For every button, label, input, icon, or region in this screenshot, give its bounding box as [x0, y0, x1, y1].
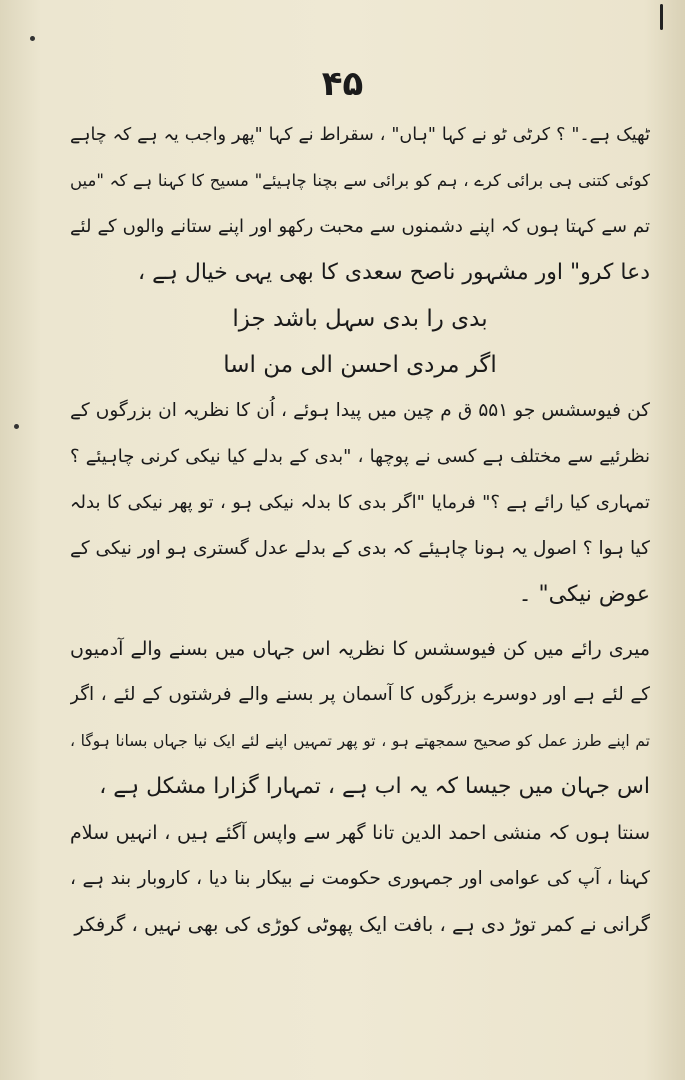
page-number: ۴۵: [321, 64, 364, 104]
text-line: کیا ہوا ؟ اصول یہ ہونا چاہیئے کہ بدی کے بدلے عدل گستری ہو اور نیکی کے: [70, 538, 650, 559]
text-line: تم سے کہتا ہوں کہ اپنے دشمنوں سے محبت رکھو اور اپنے ستانے والوں کے لئے: [70, 216, 650, 237]
text-line: تمہاری کیا رائے ہے ؟" فرمایا "اگر بدی کا بدلہ نیکی ہو ، تو پھر نیکی کا بدلہ: [70, 492, 650, 513]
ink-speck: [30, 36, 35, 41]
verse-line: اگر مردی احسن الی من اسا: [223, 352, 497, 378]
text-line: تم اپنے طرز عمل کو صحیح سمجھتے ہو ، تو پھر تمہیں اپنے لئے ایک نیا جہاں بسانا ہوگا ،: [70, 732, 650, 750]
text-line: عوض نیکی" ۔: [518, 582, 650, 607]
text-line: میری رائے میں کن فیوسشس کا نظریہ اس جہاں میں بسنے والے آدمیوں: [70, 638, 650, 660]
text-line: کے لئے ہے اور دوسرے بزرگوں کا آسمان پر بسنے والے فرشتوں کے لئے ، اگر: [70, 684, 650, 705]
text-line: کن فیوسشس جو ۵۵۱ ق م چین میں پیدا ہوئے ، اُن کا نظریہ ان بزرگوں کے: [70, 400, 650, 421]
text-line: دعا کرو" اور مشہور ناصح سعدی کا بھی یہی خیال ہے ،: [137, 260, 650, 285]
text-line: اس جہان میں جیسا کہ یہ اب ہے ، تمہارا گزارا مشکل ہے ،: [99, 774, 650, 799]
text-line: سنتا ہوں کہ منشی احمد الدین تانا گھر سے واپس آگئے ہیں ، انہیں سلام: [70, 822, 650, 844]
paragraph-gap: [70, 618, 650, 626]
ink-speck: [14, 424, 19, 429]
text-line: گرانی نے کمر توڑ دی ہے ، بافت ایک پھوٹی کوڑی کی بھی نہیں ، گرفکر: [74, 913, 650, 936]
verse-line: بدی را بدی سہل باشد جزا: [232, 306, 488, 332]
page-text-body: [70, 112, 650, 948]
text-line: نظرئیے سے مختلف ہے کسی نے پوچھا ، "بدی کے بدلے کیا نیکی کرنی چاہیئے ؟: [70, 446, 650, 467]
text-line: کوئی کتنی ہی برائی کرے ، ہم کو برائی سے بچنا چاہیئے" مسیح کا کہنا ہے کہ "میں: [70, 171, 650, 190]
text-line: کہنا ، آپ کی عوامی اور جمہوری حکومت نے بیکار بنا دیا ، کاروبار بند ہے ،: [70, 868, 650, 889]
page-edge-mark: [660, 4, 663, 30]
text-line: ٹھیک ہے۔" ؟ کرٹی ٹو نے کہا "ہاں" ، سقراط نے کہا "پھر واجب یہ ہے کہ چاہے: [70, 125, 650, 145]
